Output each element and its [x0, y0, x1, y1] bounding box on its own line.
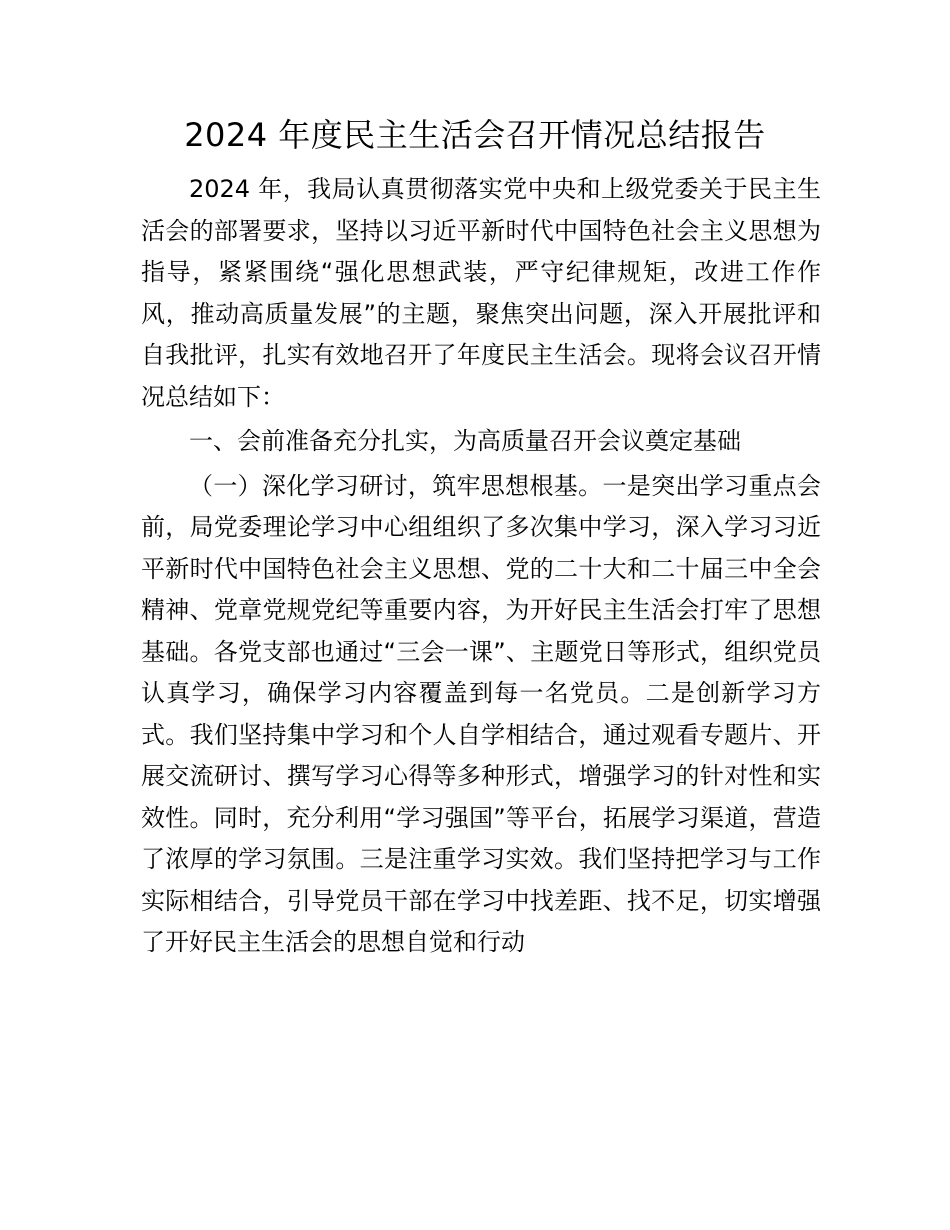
section-paragraph: （一）深化学习研讨，筑牢思想根基。一是突出学习重点会前，局党委理论学习中心组组织了多次集中学习，深入学习习近平新时代中国特色社会主义思想、党的二十大和二十届三中全会精神、党章党规党纪等重要内容，为开好民主生活会打牢了思想基础。各党支部也通过“三会一课”、主题党日等形式，组织党员认真学习，确保学习内容覆盖到每一名党员。二是创新学习方式。我们坚持集中学习和个人自学相结合，通过观看专题片、开展交流研讨、撰写学习心得等多种形式，增强学习的针对性和实效性。同时，充分利用“学习强国”等平台，拓展学习渠道，营造了浓厚的学习氛围。三是注重学习实效。我们坚持把学习与工作实际相结合，引导党员干部在学习中找差距、找不足，切实增强了开好民主生活会的思想自觉和行动 — [141, 471, 821, 956]
section-heading: 一、会前准备充分扎实，为高质量召开会议奠定基础 — [189, 427, 741, 455]
document-title: 2024 年度民主生活会召开情况总结报告 — [184, 116, 766, 154]
document-body — [141, 169, 821, 964]
intro-paragraph: 2024 年，我局认真贯彻落实党中央和上级党委关于民主生活会的部署要求，坚持以习近平新时代中国特色社会主义思想为指导，紧紧围绕“强化思想武装，严守纪律规矩，改进工作作风，推动高质量发展”的主题，聚焦突出问题，深入开展批评和自我批评，扎实有效地召开了年度民主生活会。现将会议召开情况总结如下： — [141, 175, 821, 411]
